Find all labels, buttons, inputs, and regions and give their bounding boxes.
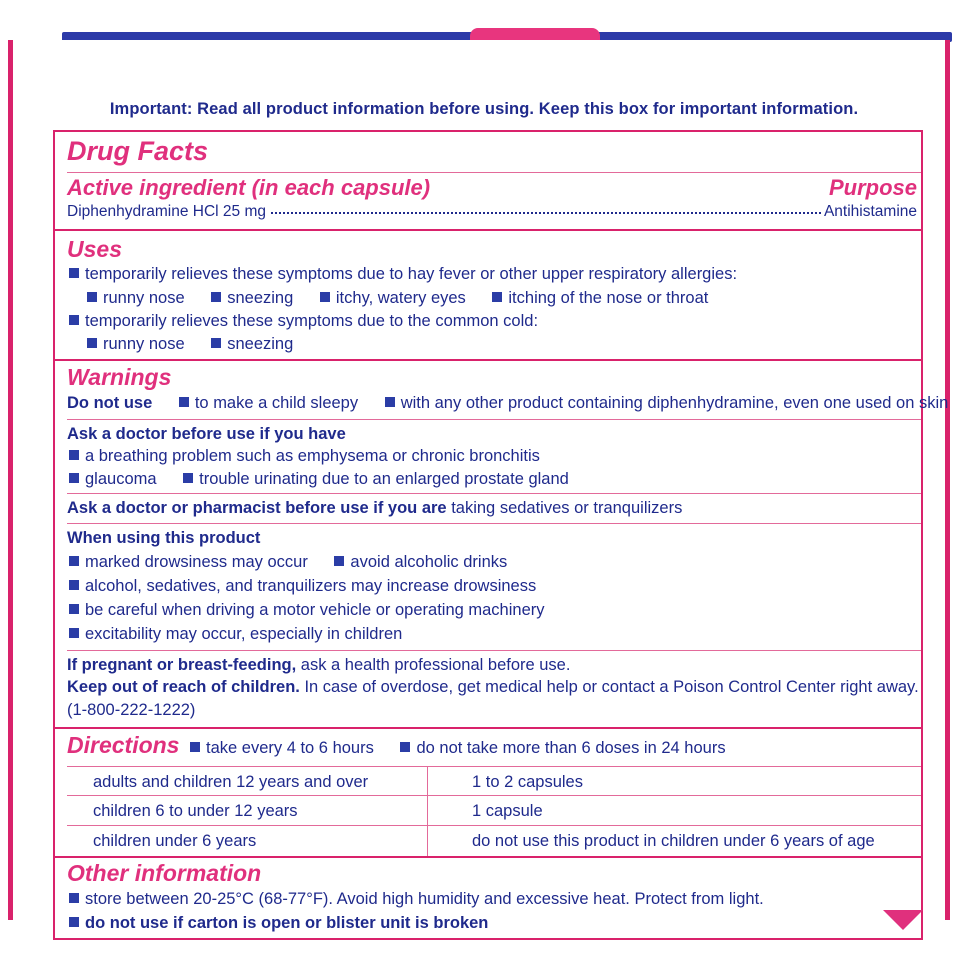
- when-using-item: alcohol, sedatives, and tranquilizers may increase drowsiness: [69, 577, 536, 596]
- ask-doctor-label: Ask a doctor before use if you have: [67, 425, 346, 443]
- bullet-icon: [211, 292, 221, 302]
- divider: [67, 493, 921, 494]
- age-group: children under 6 years: [93, 832, 257, 850]
- active-ingredient-heading: Active ingredient (in each capsule): [67, 175, 431, 200]
- bullet-icon: [69, 450, 79, 460]
- bullet-icon: [87, 292, 97, 302]
- list-item: itchy, watery eyes: [335, 289, 466, 307]
- list-item: sneezing: [227, 289, 294, 307]
- column-divider: [427, 766, 428, 856]
- section-divider: [55, 856, 921, 858]
- when-using-label: When using this product: [67, 529, 261, 547]
- directions-items: take every 4 to 6 hours do not take more than 6 doses in 24 hours: [190, 739, 726, 758]
- divider: [67, 172, 921, 173]
- dose: 1 to 2 capsules: [472, 773, 583, 791]
- purpose-heading: Purpose: [828, 175, 917, 200]
- ingredient-name: Diphenhydramine HCl 25 mg: [67, 203, 267, 220]
- bullet-icon: [69, 580, 79, 590]
- bullet-icon: [183, 473, 193, 483]
- bullet-icon: [179, 397, 189, 407]
- important-notice: Important: Read all product information before using. Keep this box for important information.: [109, 100, 859, 118]
- do-not-use-line: Do not use to make a child sleepy with any other product containing diphenhydramine, even one used on skin: [67, 394, 949, 412]
- uses-title: Uses: [67, 236, 122, 262]
- uses-allergy-items: [87, 289, 708, 308]
- bullet-icon: [69, 917, 79, 927]
- bullet-icon: [334, 556, 344, 566]
- bullet-icon: [385, 397, 395, 407]
- other-info-carton: do not use if carton is open or blister unit is broken: [69, 914, 488, 933]
- dose: do not use this product in children under 6 years of age: [472, 832, 875, 850]
- bullet-icon: [190, 742, 200, 752]
- table-row: [67, 826, 921, 856]
- other-info-title: Other information: [67, 860, 262, 886]
- age-group: adults and children 12 years and over: [93, 773, 369, 791]
- bullet-icon: [69, 628, 79, 638]
- uses-allergy-line: temporarily relieves these symptoms due to hay fever or other upper respiratory allergies:: [69, 265, 737, 284]
- divider: [67, 523, 921, 524]
- purpose-value: Antihistamine: [823, 203, 917, 220]
- pregnant-line: If pregnant or breast-feeding, ask a health professional before use.: [67, 656, 571, 674]
- bullet-icon: [492, 292, 502, 302]
- uses-cold-items: [87, 335, 293, 354]
- list-item: runny nose: [103, 335, 185, 353]
- bullet-icon: [69, 315, 79, 325]
- bullet-icon: [87, 338, 97, 348]
- bullet-icon: [320, 292, 330, 302]
- drug-facts-title: Drug Facts: [67, 136, 209, 166]
- when-using-item: excitability may occur, especially in children: [69, 625, 402, 644]
- when-using-item: marked drowsiness may occur avoid alcoholic drinks: [69, 553, 507, 572]
- ask-pharmacist-line: Ask a doctor or pharmacist before use if you are taking sedatives or tranquilizers: [67, 499, 683, 517]
- bullet-icon: [400, 742, 410, 752]
- carton-back-panel: [8, 40, 950, 932]
- when-using-item: be careful when driving a motor vehicle or operating machinery: [69, 601, 545, 620]
- section-divider: [55, 229, 921, 231]
- list-item: runny nose: [103, 289, 185, 307]
- dose: 1 capsule: [472, 802, 543, 820]
- bullet-icon: [69, 604, 79, 614]
- ask-doctor-item: a breathing problem such as emphysema or chronic bronchitis: [69, 447, 540, 466]
- continue-arrow-icon: [883, 910, 923, 930]
- table-row: [67, 766, 921, 796]
- warnings-title: Warnings: [67, 364, 172, 390]
- list-item: sneezing: [227, 335, 294, 353]
- divider: [67, 650, 921, 651]
- list-item: itching of the nose or throat: [508, 289, 709, 307]
- divider: [67, 419, 921, 420]
- keep-out-line: Keep out of reach of children. In case of overdose, get medical help or contact a Poison Control Center right away.: [67, 678, 919, 696]
- leader-dots: [271, 212, 821, 214]
- bullet-icon: [69, 556, 79, 566]
- bullet-icon: [69, 473, 79, 483]
- drug-facts-panel: [53, 130, 949, 940]
- table-row: [67, 796, 921, 826]
- poison-control-phone: (1-800-222-1222): [67, 701, 196, 719]
- section-divider: [55, 359, 921, 361]
- other-info-storage: store between 20-25°C (68-77°F). Avoid high humidity and excessive heat. Protect from light.: [69, 890, 764, 909]
- bullet-icon: [211, 338, 221, 348]
- bullet-icon: [69, 893, 79, 903]
- directions-title: Directions: [67, 732, 180, 758]
- section-divider: [55, 727, 921, 729]
- age-group: children 6 to under 12 years: [93, 802, 298, 820]
- bullet-icon: [69, 268, 79, 278]
- ask-doctor-items: glaucoma trouble urinating due to an enlarged prostate gland: [69, 470, 569, 489]
- uses-cold-line: temporarily relieves these symptoms due to the common cold:: [69, 312, 538, 331]
